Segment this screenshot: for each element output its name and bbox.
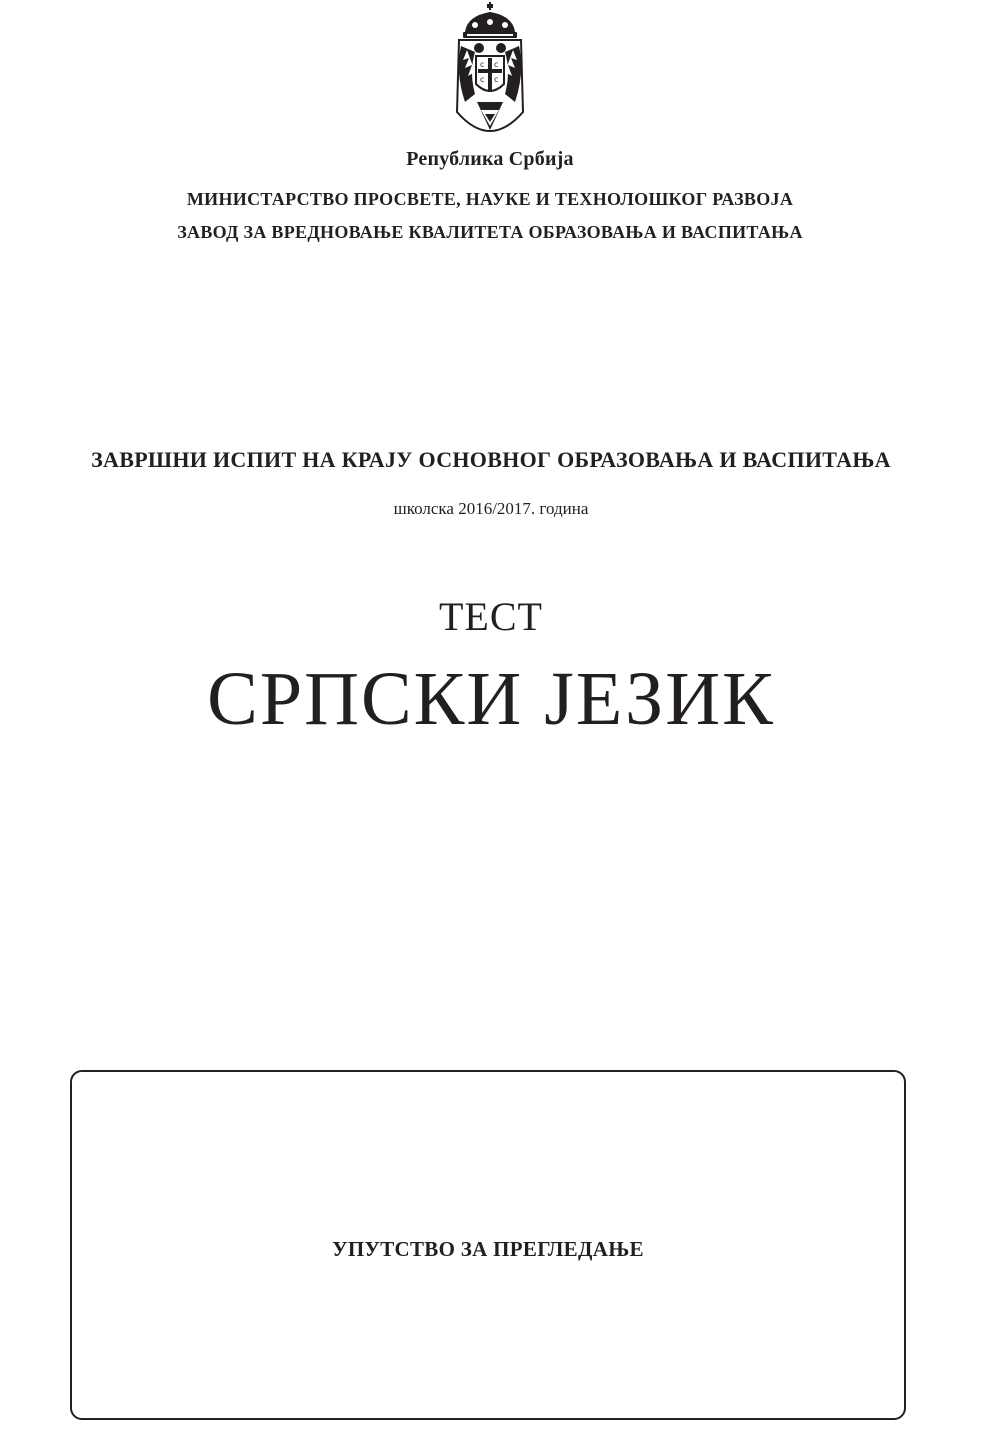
coat-of-arms-icon — [445, 2, 535, 144]
exam-title: ЗАВРШНИ ИСПИТ НА КРАЈУ ОСНОВНОГ ОБРАЗОВАЊА И ВАСПИТАЊА — [91, 447, 891, 472]
institute-name: ЗАВОД ЗА ВРЕДНОВАЊЕ КВАЛИТЕТА ОБРАЗОВАЊА И ВАСПИТАЊА — [177, 222, 803, 242]
instructions-label: УПУТСТВО ЗА ПРЕГЛЕДАЊЕ — [332, 1237, 644, 1261]
test-label: ТЕСТ — [439, 594, 543, 639]
ministry-name: МИНИСТАРСТВО ПРОСВЕТЕ, НАУКЕ И ТЕХНОЛОШКОГ РАЗВОЈА — [186, 189, 794, 209]
republic-name: Република Србија — [406, 148, 574, 170]
svg-text:с: с — [480, 60, 485, 69]
svg-text:с: с — [494, 60, 499, 69]
subject-title: СРПСКИ ЈЕЗИК — [207, 657, 775, 741]
svg-text:с: с — [494, 75, 499, 84]
school-year: школска 2016/2017. година — [393, 499, 589, 518]
instructions-box — [70, 1070, 906, 1420]
svg-text:с: с — [480, 75, 485, 84]
